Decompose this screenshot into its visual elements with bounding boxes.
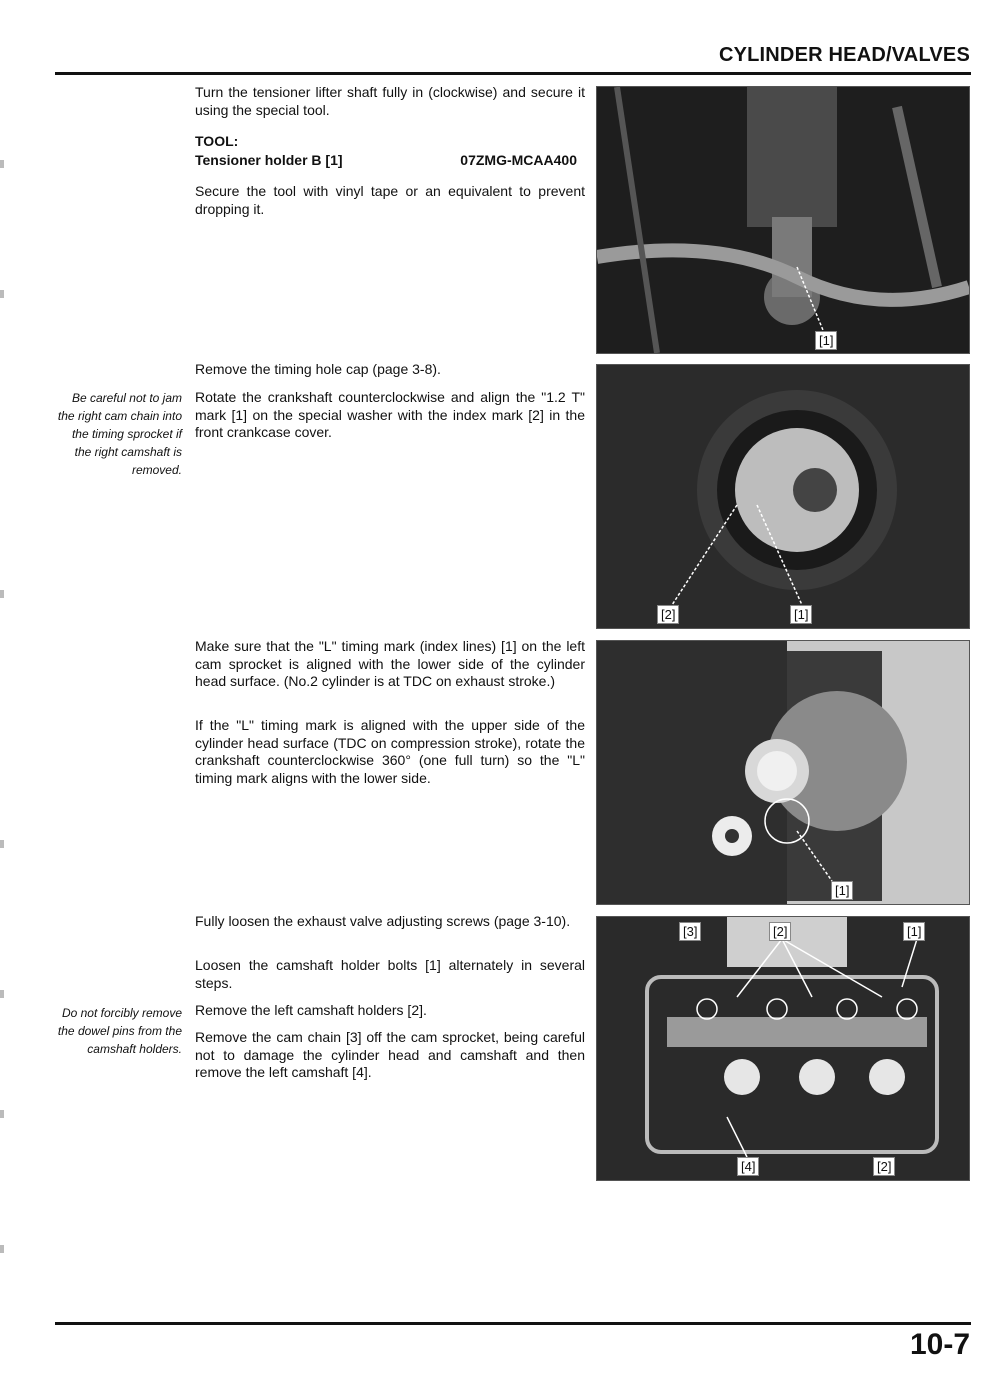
callout-label: [4] bbox=[737, 1157, 759, 1176]
instruction-text: Remove the timing hole cap (page 3-8). bbox=[195, 361, 441, 377]
instruction-text: Turn the tensioner lifter shaft fully in (clockwise) and secure it using the special tool. bbox=[195, 84, 585, 118]
margin-mark bbox=[0, 1245, 4, 1253]
margin-mark bbox=[0, 990, 4, 998]
instruction-text: Remove the left camshaft holders [2]. bbox=[195, 1002, 427, 1018]
margin-mark bbox=[0, 590, 4, 598]
tool-name: Tensioner holder B [1] bbox=[195, 152, 343, 168]
callout-label: [2] bbox=[769, 922, 791, 941]
callout-label: [1] bbox=[831, 881, 853, 900]
tool-part-number: 07ZMG-MCAA400 bbox=[460, 152, 577, 168]
instruction-text: Make sure that the "L" timing mark (index lines) [1] on the left cam sprocket is aligned with the lower side of the cylinder head surface. (No.2 cylinder is at TDC on exhaust stroke.) bbox=[195, 638, 585, 689]
instruction-text: If the "L" timing mark is aligned with the upper side of the cylinder head surface (TDC on compression stroke), rotate the crankshaft counterclockwise 360° (one full turn) so the "L" timing mark aligns with the lower side. bbox=[195, 717, 585, 786]
instruction-text: Rotate the crankshaft counterclockwise and align the "1.2 T" mark [1] on the special washer with the index mark [2] in the front crankcase cover. bbox=[195, 389, 585, 440]
tool-label: TOOL: bbox=[195, 133, 239, 149]
instruction-text: Loosen the camshaft holder bolts [1] alternately in several steps. bbox=[195, 957, 585, 991]
margin-mark bbox=[0, 290, 4, 298]
callout-label: [3] bbox=[679, 922, 701, 941]
callout-label: [2] bbox=[873, 1157, 895, 1176]
margin-mark bbox=[0, 1110, 4, 1118]
figure-camshaft-holders bbox=[596, 916, 970, 1181]
section-title: CYLINDER HEAD/VALVES bbox=[718, 44, 970, 66]
margin-mark bbox=[0, 840, 4, 848]
margin-mark bbox=[0, 160, 4, 168]
caution-note: Be careful not to jam the right cam chain into the timing sprocket if the right camshaft is removed. bbox=[57, 391, 182, 477]
header-rule bbox=[55, 72, 971, 75]
callout-label: [2] bbox=[657, 605, 679, 624]
tool-entry bbox=[195, 152, 585, 168]
callout-label: [1] bbox=[903, 922, 925, 941]
footer-rule bbox=[55, 1322, 971, 1325]
instruction-text: Fully loosen the exhaust valve adjusting screws (page 3-10). bbox=[195, 913, 571, 929]
callout-label: [1] bbox=[815, 331, 837, 350]
callout-label: [1] bbox=[790, 605, 812, 624]
instruction-text: Secure the tool with vinyl tape or an equivalent to prevent dropping it. bbox=[195, 183, 585, 217]
caution-note: Do not forcibly remove the dowel pins from the camshaft holders. bbox=[57, 1006, 182, 1056]
figure-tensioner-holder bbox=[596, 86, 970, 354]
page-number: 10-7 bbox=[909, 1328, 970, 1361]
figure-cam-sprocket-mark bbox=[596, 640, 970, 905]
instruction-text: Remove the cam chain [3] off the cam sprocket, being careful not to damage the cylinder head and camshaft and then remove the left camshaft [4]. bbox=[195, 1029, 585, 1080]
figure-timing-hole bbox=[596, 364, 970, 629]
